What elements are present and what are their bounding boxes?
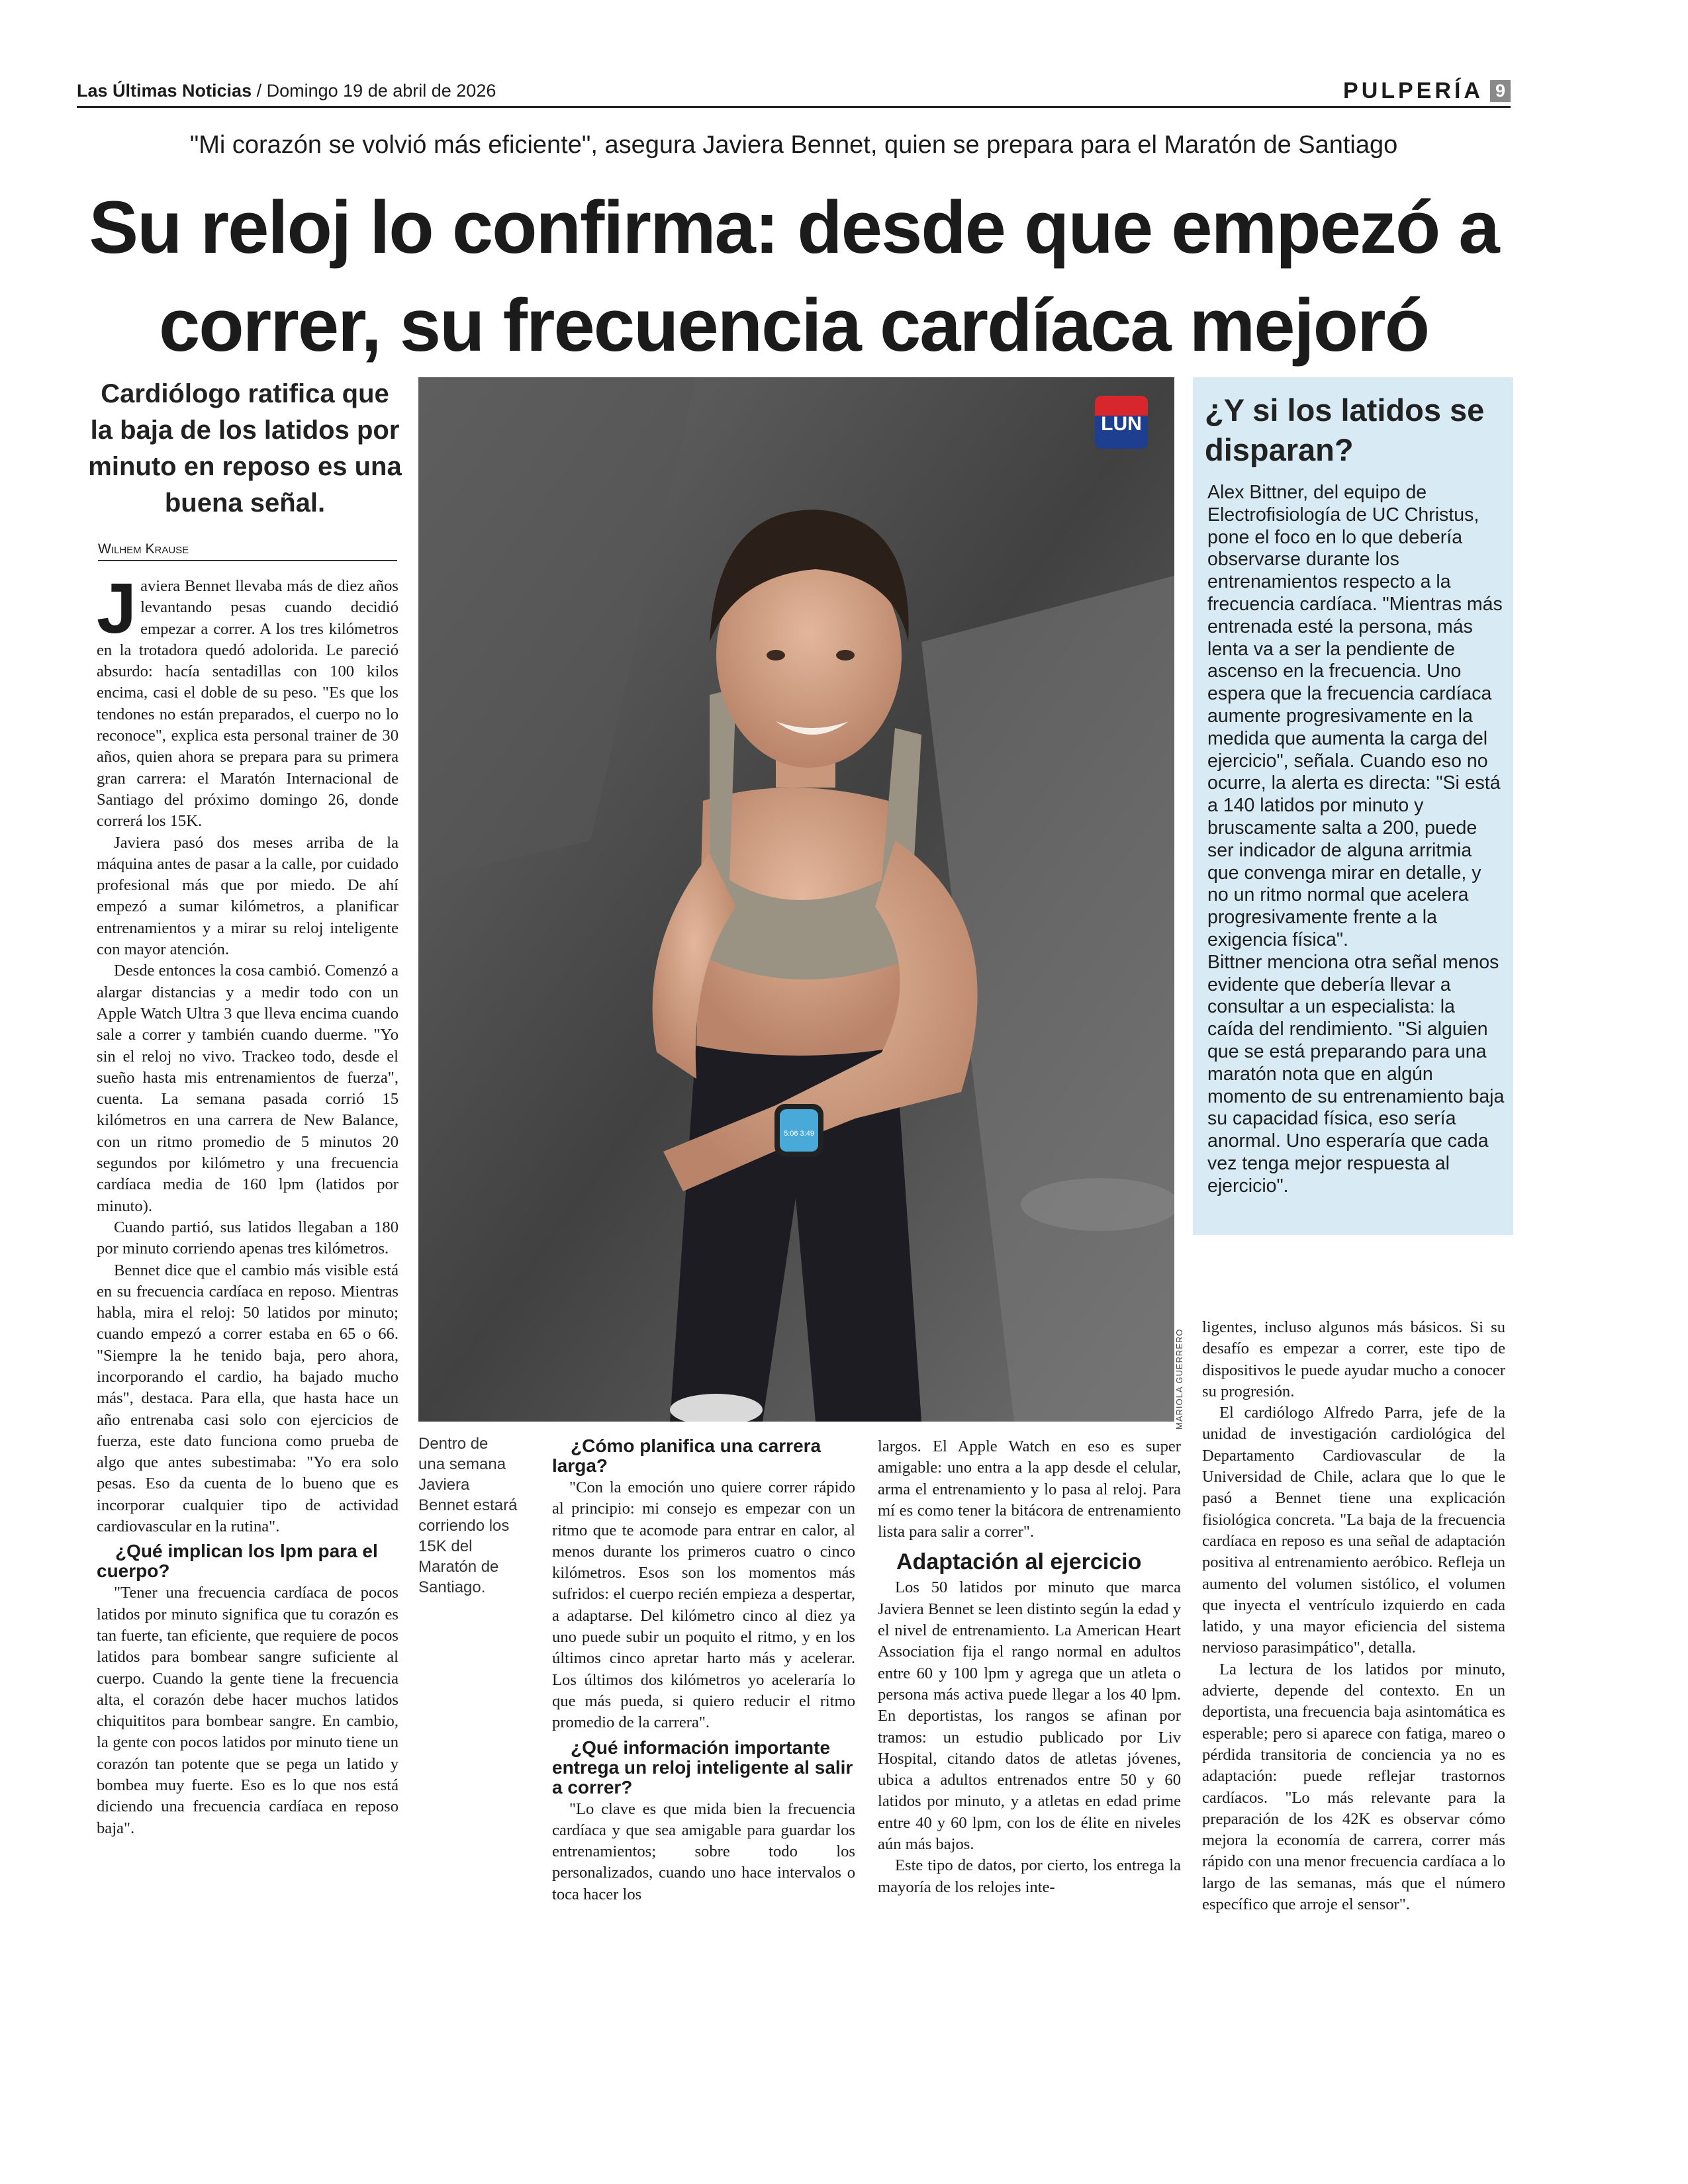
paragraph: Los 50 latidos por minuto que marca Javiera Bennet se leen distinto según la edad y el nivel de entrenamiento. La American Heart Association fija el rango normal en adultos entre 60 y 100 lpm y agrega que un atleta o persona más activa puede llegar a los 40 lpm. En deportistas, los rangos se afinan por tramos: un estudio publicado por Liv Hospital, citando datos de atletas jóvenes, ubica a adultos entrenados entre 50 y 60 latidos por minuto, y a atletas en edad prime entre 40 y 60 lpm, con los de élite en niveles aún más bajos. xyxy=(878,1578,1181,1854)
section-name: PULPERÍA xyxy=(1343,78,1483,103)
lun-logo-badge xyxy=(1095,396,1148,449)
question-subhead: ¿Cómo planifica una carrera larga? xyxy=(552,1435,821,1476)
headline-line-1: Su reloj lo confirma: desde que empezó a xyxy=(89,186,1499,269)
runner-photo-illustration xyxy=(418,377,1174,1422)
paragraph: "Tener una frecuencia cardíaca de pocos latidos por minuto significa que tu corazón es tan fuerte, tan eficiente, que requiere de pocos latidos para bombear sangre suficiente al cuerpo. Cuando la gente tiene la frecuencia alta, el corazón debe hacer muchos latidos chiquititos para bombear sangre. En cambio, la gente con pocos latidos por minuto tiene un corazón tan potente que se pega un latido y bombea muy fuerte. Eso es lo que nos está diciendo una frecuencia cardíaca en reposo baja". xyxy=(97,1584,399,1837)
paragraph: largos. El Apple Watch en eso es super amigable: uno entra a la app desde el celular, arma el entrenamiento y lo pasa al reloj. Para mí es como tener la bitácora de entrenamiento lista para salir a correr". xyxy=(878,1437,1181,1541)
article-headline xyxy=(77,179,1511,375)
paragraph: Javiera pasó dos meses arriba de la máquina antes de pasar a la calle, por cuidado profesional más que por miedo. De ahí empezó a sumar kilómetros, a planificar entrenamientos y a mirar su reloj inteligente con mayor atención. xyxy=(97,833,399,959)
masthead xyxy=(77,78,1511,108)
article-kicker: "Mi corazón se volvió más eficiente", asegura Javiera Bennet, quien se prepara para el Maratón de Santiago xyxy=(189,131,1398,159)
photo-credit xyxy=(1174,1317,1192,1430)
paragraph: El cardiólogo Alfredo Parra, jefe de la unidad de investigación cardiológica del Departamento Cardiovascular de la Universidad de Chile, aclara que lo que le pasó a Bennet tiene una explicación fisiológica concreta. "La baja de la frecuencia cardíaca en reposo es una señal de adaptación positiva al entrenamiento aeróbico. Refleja un aumento del volumen sistólico, el volumen que inyecta el ventrículo izquierdo en cada latido, y una mayor eficiencia del sistema nervioso parasimpático", detalla. xyxy=(1202,1404,1505,1657)
lun-logo-text: LUN xyxy=(1101,413,1142,435)
headline-line-2: correr, su frecuencia cardíaca mejoró xyxy=(158,284,1429,367)
watch-screen-text: 5:06 3:49 xyxy=(784,1130,814,1138)
article-column-1 xyxy=(97,568,399,1839)
photo-caption: Dentro de una semana Javiera Bennet estará corriendo los 15K del Maratón de Santiago. xyxy=(418,1435,518,1596)
paragraph: La lectura de los latidos por minuto, advierte, depende del contexto. En un deportista, una frecuencia baja asintomática es esperable; pero si aparece con fatiga, mareo o pérdida transitoria de conciencia ya no es adaptación: puede reflejar trastornos cardíacos. "Lo más relevante para la preparación de los 42K es observar cómo mejora la economía de carrera, correr más rápido con una menor frecuencia cardíaca a lo largo de las semanas, más que el número específico que arroje el sensor". xyxy=(1202,1660,1505,1914)
section-subhead: Adaptación al ejercicio xyxy=(896,1549,1142,1575)
question-subhead: ¿Qué información importante entrega un reloj inteligente al salir a correr? xyxy=(552,1737,853,1797)
sidebar-title: ¿Y si los latidos se disparan? xyxy=(1205,392,1485,467)
drop-cap: J xyxy=(97,568,137,648)
paragraph: Desde entonces la cosa cambió. Comenzó a alargar distancias y a medir todo con un Apple Watch Ultra 3 que lleva encima cuando sale a correr y también cuando duerme. "Yo sin el reloj no vivo. Trackeo todo, desde el sueño hasta mis entrenamientos de fuerza", cuenta. La semana pasada corrió 15 kilómetros en una carrera de New Balance, con un ritmo promedio de 5 minutos 20 segundos por kilómetro y una frecuencia cardíaca media de 160 lpm (latidos por minuto). xyxy=(97,962,399,1215)
paragraph-text: aviera Bennet llevaba más de diez años levantando pesas cuando decidió empezar a correr. A los tres kilómetros en la trotadora quedó adolorida. Le pareció absurdo: hacía sentadillas con 100 kilos encima, casi el doble de su peso. "Es que los tendones no están preparados, el cuerpo no lo reconoce", explica esta personal trainer de 30 años, quien ahora se prepara para su primera gran carrera: el Maratón Internacional de Santiago del próximo domingo 26, donde correrá los 15K. xyxy=(97,577,399,831)
article-byline: Wilhem Krause xyxy=(98,541,397,561)
sidebar-box xyxy=(1193,377,1513,1235)
sidebar-body xyxy=(1207,482,1505,1198)
article-column-3 xyxy=(878,1436,1181,1898)
masthead-section xyxy=(1343,78,1511,104)
paragraph: "Con la emoción uno quiere correr rápido al principio: mi consejo es empezar con un ritmo que te acomode para entrar en calor, al menos durante los primeros cuatro o cinco kilómetros. Esos son los momentos más sufridos: el cuerpo recién empieza a despertar, a adaptarse. Del kilómetro cinco al diez ya uno puede subir un poquito el ritmo, y en los últimos cinco apretar harto más y acelerar. Los últimos dos kilómetros yo aceleraría lo que más pueda, si quiero reducir el ritmo promedio de la carrera". xyxy=(552,1479,855,1732)
page-number-badge: 9 xyxy=(1490,80,1511,102)
photo-credit-text: MARIOLA GUERRERO xyxy=(1174,1328,1184,1430)
article-column-2 xyxy=(552,1436,855,1905)
masthead-publication-line xyxy=(77,81,496,101)
article-deck: Cardiólogo ratifica que la baja de los latidos por minuto en reposo es una buena señal. xyxy=(88,379,402,518)
paragraph: Este tipo de datos, por cierto, los entrega la mayoría de los relojes inte- xyxy=(878,1856,1181,1896)
sidebar-paragraph: Alex Bittner, del equipo de Electrofisiología de UC Christus, pone el foco en lo que debería observarse durante los entrenamientos respecto a la frecuencia cardíaca. "Mientras más entrenada esté la persona, más lenta va a ser la pendiente de ascenso en la frecuencia. Uno espera que la frecuencia cardíaca aumente progresivamente en la medida que aumenta la carga del ejercicio", señala. Cuando eso no ocurre, la alerta es directa: "Si está a 140 latidos por minuto y bruscamente salta a 200, puede ser indicador de alguna arritmia que convenga mirar en detalle, y no un ritmo normal que acelera progresivamente frente a la exigencia física". xyxy=(1207,482,1503,950)
paragraph xyxy=(97,568,399,833)
publication-name: Las Últimas Noticias xyxy=(77,81,252,101)
sidebar-paragraph: Bittner menciona otra señal menos evidente que debería llevar a consultar a un especialista: la caída del rendimiento. "Si alguien que se está preparando para una maratón nota que en algún momento de su entrenamiento baja su capacidad física, eso sería anormal. Uno esperaría que cada vez tenga mejor respuesta al ejercicio". xyxy=(1207,951,1505,1197)
question-subhead: ¿Qué implican los lpm para el cuerpo? xyxy=(97,1541,378,1582)
publication-date: / Domingo 19 de abril de 2026 xyxy=(256,81,496,101)
article-column-4 xyxy=(1202,1317,1505,1915)
paragraph: ligentes, incluso algunos más básicos. Si su desafío es empezar a correr, este tipo de dispositivos le puede ayudar mucho a conocer su progresión. xyxy=(1202,1318,1505,1400)
paragraph: "Lo clave es que mida bien la frecuencia cardíaca y que sea amigable para guardar los entrenamientos; sobre todo los personalizados, cuando uno hace intervalos o toca hacer los xyxy=(552,1799,855,1903)
article-photo xyxy=(418,377,1174,1422)
paragraph: Bennet dice que el cambio más visible está en su frecuencia cardíaca en reposo. Mientras habla, mira el reloj: 50 latidos por minuto; cuando empezó a correr estaba en 65 o 66. "Siempre la he tenido baja, pero ahora, incorporando el cardio, ha bajado mucho más", destaca. Para ella, que hasta hace un año entrenaba casi solo con ejercicios de fuerza, este dato funciona como prueba de algo que antes subestimaba: "Yo era solo pesas. Eso da cuenta de lo bueno que es incorporar cualquier tipo de actividad cardiovascular en la rutina". xyxy=(97,1261,399,1536)
paragraph: Cuando partió, sus latidos llegaban a 180 por minuto corriendo apenas tres kilómetros. xyxy=(97,1218,399,1258)
